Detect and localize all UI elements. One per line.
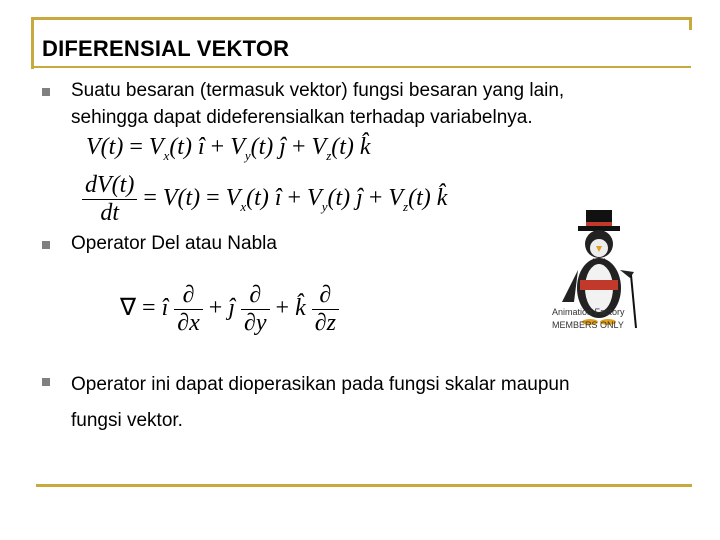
equation-nabla: ∇ = î $\frac{\partial}{\partial x}$ + ĵ $\frac{\partial}{\partial y}$ + k̂ $\frac{\partial}{\partial z}$ xyxy=(120,282,339,337)
equation-vector-components: $V(t) = V_x(t)$ î + $V_y(t)$ ĵ + $V_z(t)$ k̂ xyxy=(86,134,371,163)
top-rule xyxy=(31,17,691,20)
bullet-marker xyxy=(42,378,50,386)
bullet-3-line-1: Operator ini dapat dioperasikan pada fungsi skalar maupun xyxy=(71,374,570,395)
bullet-text-1 xyxy=(71,77,564,131)
title-underline xyxy=(31,66,691,68)
bullet-3-line-2: fungsi vektor. xyxy=(71,410,183,431)
bottom-rule xyxy=(36,484,692,487)
watermark-line-2: MEMBERS ONLY xyxy=(552,320,624,330)
derivative-fraction: $\frac{dV(t)}{dt}$ xyxy=(82,172,137,227)
slide-title: DIFERENSIAL VEKTOR xyxy=(42,36,290,61)
bullet-1-line-2: sehingga dapat dideferensialkan terhadap variabelnya. xyxy=(71,107,533,128)
bullet-2-line-1: Operator Del atau Nabla xyxy=(71,233,277,254)
bullet-text-3 xyxy=(71,367,570,439)
bullet-marker xyxy=(42,241,50,249)
watermark-line-1: Animation Factory xyxy=(552,307,625,317)
bullet-text-2 xyxy=(71,230,277,257)
right-rule xyxy=(689,17,692,30)
bullet-marker xyxy=(42,88,50,96)
animation-factory-watermark xyxy=(552,306,625,332)
bullet-1-line-1: Suatu besaran (termasuk vektor) fungsi besaran yang lain, xyxy=(71,80,565,101)
equation-derivative: $\frac{dV(t)}{dt}$ = $V(t) = V_x(t)$ î + $V_y(t)$ ĵ + $V_z(t)$ k̂ xyxy=(82,172,447,227)
left-rule xyxy=(31,17,34,69)
